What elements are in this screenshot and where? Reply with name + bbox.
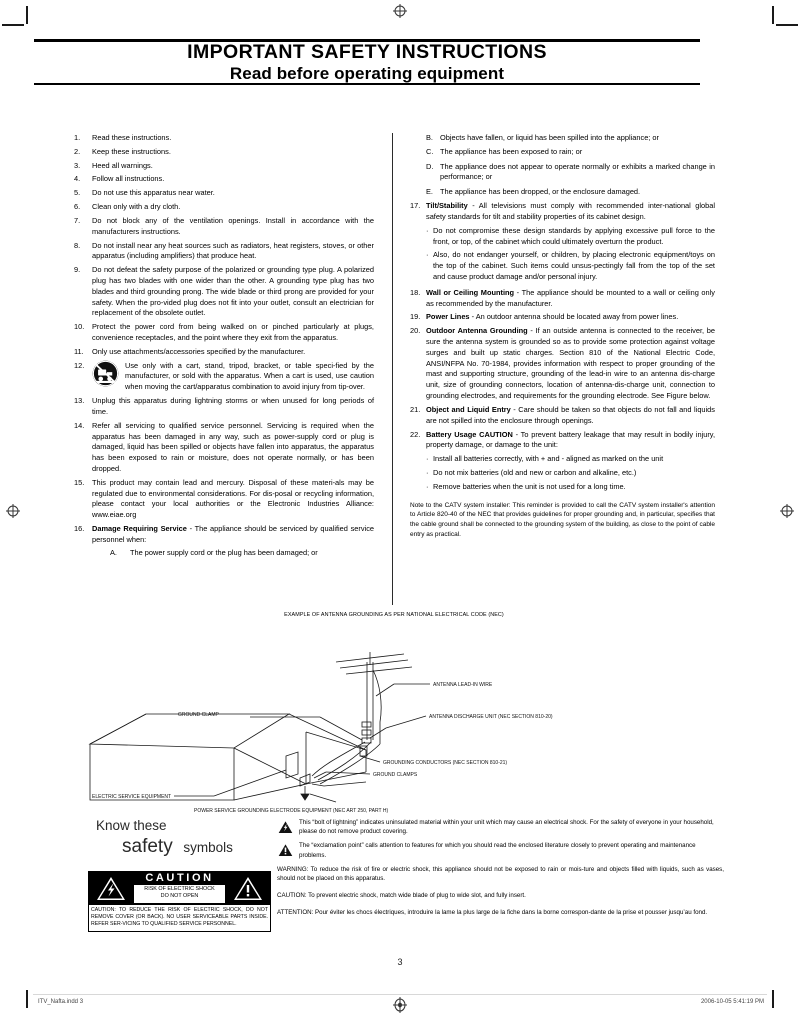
list-item-text: Heed all warnings. xyxy=(92,160,153,170)
list-item xyxy=(74,322,374,344)
page-subtitle: Read before operating equipment xyxy=(229,64,505,84)
exclamation-point-icon xyxy=(277,841,299,860)
list-item-number: 9. xyxy=(74,265,81,275)
list-item-text: Clean only with a dry cloth. xyxy=(92,202,181,212)
list-item-text: Do not use this apparatus near water. xyxy=(92,188,215,198)
sub-item-text: The power supply cord or the plug has been damaged; or xyxy=(130,547,318,557)
crop-mark-top-left-v xyxy=(26,6,28,24)
diagram-label-ground-clamps: GROUND CLAMPS xyxy=(373,772,418,778)
diagram-label-grounding-conductors: GROUNDING CONDUCTORS (NEC SECTION 810-21) xyxy=(383,760,508,766)
list-item xyxy=(74,174,374,185)
list-item xyxy=(74,241,374,263)
bolt-symbol-text: This “bolt of lightning” indicates uninsulated material within your unit which may cause an electrical shock. For the safety of everyone in your household, please do not remove product covering. xyxy=(299,819,714,836)
know-safety-word: safety xyxy=(122,835,173,857)
list-item xyxy=(74,421,374,475)
list-item-text: Follow all instructions. xyxy=(92,174,165,184)
exclamation-symbol-row xyxy=(277,841,724,860)
crop-mark-top-left-h xyxy=(2,24,24,26)
sub-item-letter: C. xyxy=(426,147,434,157)
list-item xyxy=(74,161,374,172)
caution-heading: CAUTION xyxy=(133,872,226,885)
list-item-number: 6. xyxy=(74,202,81,212)
sub-item-letter: B. xyxy=(426,133,433,142)
list-item-number: 7. xyxy=(74,215,81,225)
list-item-text: Object and Liquid Entry - Care should be taken so that objects do not fall and liquids are not spilled into the enclosure through openings. xyxy=(426,404,715,425)
list-item-number: 13. xyxy=(74,396,85,406)
list-item xyxy=(410,201,715,285)
list-item-text: Do not block any of the ventilation openings. Install in accordance with the manufacturers instructions. xyxy=(92,215,374,236)
list-item-text: Read these instructions. xyxy=(92,133,172,142)
registration-mark-left xyxy=(6,504,20,518)
diagram-label-electric-service-equipment: ELECTRIC SERVICE EQUIPMENT xyxy=(92,794,172,800)
know-line-1: Know these xyxy=(96,818,167,833)
registration-mark-top xyxy=(393,4,407,18)
caution-line-2: DO NOT OPEN xyxy=(160,893,199,900)
list-item xyxy=(74,265,374,319)
list-item-number: 4. xyxy=(74,174,81,184)
exclamation-triangle-icon xyxy=(226,872,270,904)
sub-item xyxy=(410,162,715,184)
list-item xyxy=(410,312,715,323)
bullet-text: Do not compromise these design standards by applying excessive pull force to the front, or top, of the cabinet which could ultimately overturn the product. xyxy=(433,225,715,246)
list-item-number: 20. xyxy=(410,326,421,336)
list-item-number: 2. xyxy=(74,146,81,156)
list-item-number: 15. xyxy=(74,477,85,487)
list-item-text: Only use attachments/accessories specified by the manufacturer. xyxy=(92,346,306,356)
list-item xyxy=(74,361,374,393)
list-item-text: Keep these instructions. xyxy=(92,146,171,156)
bullet-text: Remove batteries when the unit is not used for a long time. xyxy=(433,481,626,491)
list-item-bold-lead: Outdoor Antenna Grounding xyxy=(426,326,528,336)
exclamation-symbol-text: The “exclamation point” calls attention to features for which you should read the enclosed literature closely to prevent operating and maintenance problems. xyxy=(299,842,696,859)
footer-rule xyxy=(33,994,767,995)
list-item-text: Refer all servicing to qualified service personnel. Servicing is required when the apparatus has been damaged in any way, such as power-supply cord or plug is damaged, liquid has been spilled or objects have fallen into apparatus, the apparatus has been exposed to rain or moisture, does not operate normally, or has been dropped. xyxy=(92,420,374,473)
list-item xyxy=(74,188,374,199)
list-item xyxy=(74,478,374,521)
bullet-text: Also, do not endanger yourself, or children, by placing electronic equipment/toys on the top of the cabinet. Such items could unsus-pectingly fall from the top of the set and cause product damage and/or personal injury. xyxy=(433,250,715,281)
list-item-text: This product may contain lead and mercury. Disposal of these materi-als may be regulated due to environmental considerations. For dis-posal or recycling information, please contact your local authorities or the Electronic Industries Alliance: www.eiae.org xyxy=(92,477,374,520)
list-item-number: 3. xyxy=(74,160,81,170)
diagram-label-antenna-discharge-unit: ANTENNA DISCHARGE UNIT (NEC SECTION 810-20) xyxy=(429,714,553,720)
lightning-bolt-triangle-icon xyxy=(89,872,133,904)
caution-line-1: RISK OF ELECTRIC SHOCK xyxy=(144,886,215,892)
diagram-caption: EXAMPLE OF ANTENNA GROUNDING AS PER NATIONAL ELECTRICAL CODE (NEC) xyxy=(284,612,504,618)
column-divider xyxy=(392,133,393,605)
list-item-text: Power Lines - An outdoor antenna should be located away from power lines. xyxy=(426,312,679,322)
bullet-dash-icon: · xyxy=(426,467,429,477)
diagram-label-power-service-grounding: POWER SERVICE GROUNDING ELECTRODE EQUIPMENT (NEC ART 250, PART H) xyxy=(194,808,389,814)
list-item xyxy=(74,202,374,213)
sub-item-text: The appliance does not appear to operate normally or exhibits a marked change in performance; or xyxy=(440,161,715,182)
sub-item xyxy=(92,548,374,559)
list-item-text: Do not defeat the safety purpose of the polarized or grounding type plug. A polarized plug has two blades with one wider than the other. A grounding type plug has two blades and third grounding prong. The wide blade or third prong are provided for your safety. When the pro-vided plug does not fit into your outlet, consult an electrician for replacement of the obsolete outlet. xyxy=(92,265,374,318)
bullet-text: Do not mix batteries (old and new or carbon and alkaline, etc.) xyxy=(433,467,637,477)
list-item xyxy=(74,396,374,418)
bullet-dash-icon: · xyxy=(426,250,429,260)
safety-list-right xyxy=(410,133,715,540)
bullet-dash-icon: · xyxy=(426,481,429,491)
attention-paragraph: ATTENTION: Pour éviter les chocs électriques, introduire la lame la plus large de la fiche dans la borne correspon-dante de la prise et pousser jusqu’au fond. xyxy=(277,909,708,917)
crop-mark-top-right-v xyxy=(772,6,774,24)
list-item-bold-lead: Power Lines xyxy=(426,312,470,322)
list-item xyxy=(74,216,374,238)
list-item-number: 14. xyxy=(74,420,85,430)
list-item-bullet xyxy=(426,226,715,248)
title-rule-bottom xyxy=(34,83,700,85)
know-line-2 xyxy=(122,835,281,859)
list-item-bullet xyxy=(426,250,715,282)
list-item-text: Do not install near any heat sources such as radiators, heat registers, stoves, or other apparatus (including amplifiers) that produce heat. xyxy=(92,240,374,261)
footer-file-name: ITV_Nafta.indd 3 xyxy=(38,999,84,1005)
list-item-text xyxy=(92,361,374,393)
list-item xyxy=(410,430,715,495)
list-item-bullet xyxy=(426,454,715,465)
page-title: IMPORTANT SAFETY INSTRUCTIONS xyxy=(187,41,547,63)
list-item-number: 22. xyxy=(410,429,421,439)
list-item-number: 10. xyxy=(74,322,85,332)
list-item-number: 12. xyxy=(74,360,85,370)
caution-paragraph: CAUTION: To prevent electric shock, match wide blade of plug to wide slot, and fully insert. xyxy=(277,891,526,899)
list-item-number: 16. xyxy=(74,524,85,533)
catv-installer-note: Note to the CATV system installer: This reminder is provided to call the CATV system installer's attention to Article 820-40 of the NEC that provides guidelines for proper grounding and, in particular, specifies that the cable ground shall be connected to the grounding system of the building, as close to the point of cable entry as practical. xyxy=(410,501,715,538)
crop-mark-bottom-right-v xyxy=(772,990,774,1008)
sub-item xyxy=(410,133,715,144)
registration-mark-right xyxy=(780,504,794,518)
sub-item-text: Objects have fallen, or liquid has been spilled into the appliance; or xyxy=(440,133,659,142)
know-these-safety-symbols xyxy=(96,818,281,859)
list-item-text: Tilt/Stability - All televisions must comply with recommended inter-national global safety standards for tilt and stability properties of its cabinet design. · Do not compromise these design standards by applying excessive pull force to the front, or top, of the cabinet which could ultimately overturn the product. · Also, do not endanger yourself, or children, by placing electronic equipment/toys on the top of the cabinet. Such items could unsus-pectingly fall from the top of the set and cause product damage and/or personal injury. xyxy=(426,201,715,281)
sub-item-text: The appliance has been exposed to rain; or xyxy=(440,147,583,157)
bolt-symbol-row xyxy=(277,818,724,837)
list-item-number: 11. xyxy=(74,346,84,356)
list-item-bold-lead: Object and Liquid Entry xyxy=(426,404,511,414)
bullet-dash-icon: · xyxy=(426,454,429,464)
list-item-body: Use only with a cart, stand, tripod, bracket, or table speci-fied by the manufacturer, or sold with the apparatus. When a cart is used, use caution when moving the cart/apparatus combination to avoid injury from tip-over. xyxy=(125,360,374,392)
cart-warning-icon xyxy=(92,360,119,387)
list-item-text: Wall or Ceiling Mounting - The appliance should be mounted to a wall or ceiling only as recommended by the manufacturer. xyxy=(426,287,715,308)
caution-body-text: CAUTION: TO REDUCE THE RISK OF ELECTRIC SHOCK, DO NOT REMOVE COVER (OR BACK). NO USER SERVICEABLE PARTS INSIDE. REFER SER-VICING TO QUALIFIED SERVICE PERSONNEL. xyxy=(89,904,270,928)
list-item-number: 8. xyxy=(74,240,81,250)
page-title-block xyxy=(34,42,700,83)
page-number: 3 xyxy=(397,957,403,967)
list-item-bold-lead: Tilt/Stability xyxy=(426,201,468,211)
list-item-bullet xyxy=(426,482,715,493)
list-item-bold-lead: Damage Requiring Service xyxy=(92,524,187,533)
caution-label-box xyxy=(88,871,271,932)
sub-item-letter: E. xyxy=(426,186,433,196)
list-item-number: 18. xyxy=(410,287,421,297)
crop-mark-top-right-h xyxy=(776,24,798,26)
list-item xyxy=(74,133,374,144)
list-item-text: Battery Usage CAUTION - To prevent battery leakage that may result in bodily injury, property damage, or damage to the unit: · Install all batteries correctly, with + and - aligned as marked on the unit · Do not mix batteries (old and new or carbon and alkaline, etc.) · Remove batteries when the unit is not used for a long time. xyxy=(426,429,715,491)
list-item-number: 5. xyxy=(74,188,81,198)
bullet-text: Install all batteries correctly, with + and - aligned as marked on the unit xyxy=(433,454,664,464)
crop-mark-bottom-left-v xyxy=(26,990,28,1008)
list-item-text: Outdoor Antenna Grounding - If an outside antenna is connected to the receiver, be sure the antenna system is grounded so as to provide some protection against voltage surges and built up static charges. Section 810 of the National Electric Code, ANSI/NFPA No. 70-1984, provides information with respect to proper grounding of the mast and supporting structure, grounding of the lead-in wire to an antenna dis-charge unit, size of grounding connectors, location of antenna-dis-charge unit, connection to grounding electrodes, and requirements for the grounding electrode. See Figure below. xyxy=(426,326,715,401)
list-item-text: Protect the power cord from being walked on or pinched particularly at plugs, convenience receptacles, and the point where they exit from the apparatus. xyxy=(92,322,374,342)
list-item xyxy=(410,288,715,310)
warning-paragraph: WARNING: To reduce the risk of fire or electric shock, this appliance should not be exposed to rain or mois-ture and objects filled with liquids, such as vases, should not be placed on this apparatus. xyxy=(277,865,724,883)
safety-list-left xyxy=(74,133,374,561)
list-item-number: 21. xyxy=(410,404,421,414)
list-item-bullet xyxy=(426,468,715,479)
list-item xyxy=(410,405,715,427)
list-item-number: 19. xyxy=(410,312,421,322)
bullet-dash-icon: · xyxy=(426,225,429,235)
list-item xyxy=(74,347,374,358)
diagram-label-ground-clamp: GROUND CLAMP xyxy=(178,712,219,718)
list-item-text: Unplug this apparatus during lightning storms or when unused for long periods of time. xyxy=(92,396,374,416)
footer-timestamp: 2006-10-05 5:41:19 PM xyxy=(700,999,764,1005)
list-item-number: 1. xyxy=(74,133,81,142)
diagram-label-antenna-lead-in-wire: ANTENNA LEAD-IN WIRE xyxy=(433,682,493,688)
footer-registration-mark xyxy=(392,997,408,1013)
list-item xyxy=(74,524,374,558)
list-item xyxy=(410,326,715,402)
sub-item-letter: A. xyxy=(110,547,117,557)
caution-subtext xyxy=(133,885,226,905)
list-item xyxy=(74,147,374,158)
antenna-diagram-svg xyxy=(74,622,714,814)
sub-item-letter: D. xyxy=(426,161,434,171)
sub-item xyxy=(410,147,715,158)
list-item-bold-lead: Battery Usage CAUTION xyxy=(426,429,513,439)
list-item-text: Damage Requiring Service - The appliance should be serviced by qualified service personnel when: A. The power supply cord or the plug has been damaged; or xyxy=(92,524,374,557)
sub-item xyxy=(410,187,715,198)
know-symbols-word: symbols xyxy=(183,839,233,855)
antenna-grounding-diagram xyxy=(74,612,714,814)
safety-symbol-explanations xyxy=(277,818,724,925)
list-item-bold-lead: Wall or Ceiling Mounting xyxy=(426,287,515,297)
lightning-bolt-icon xyxy=(277,818,299,837)
list-item-number: 17. xyxy=(410,201,421,211)
sub-item-text: The appliance has been dropped, or the enclosure damaged. xyxy=(440,186,641,196)
